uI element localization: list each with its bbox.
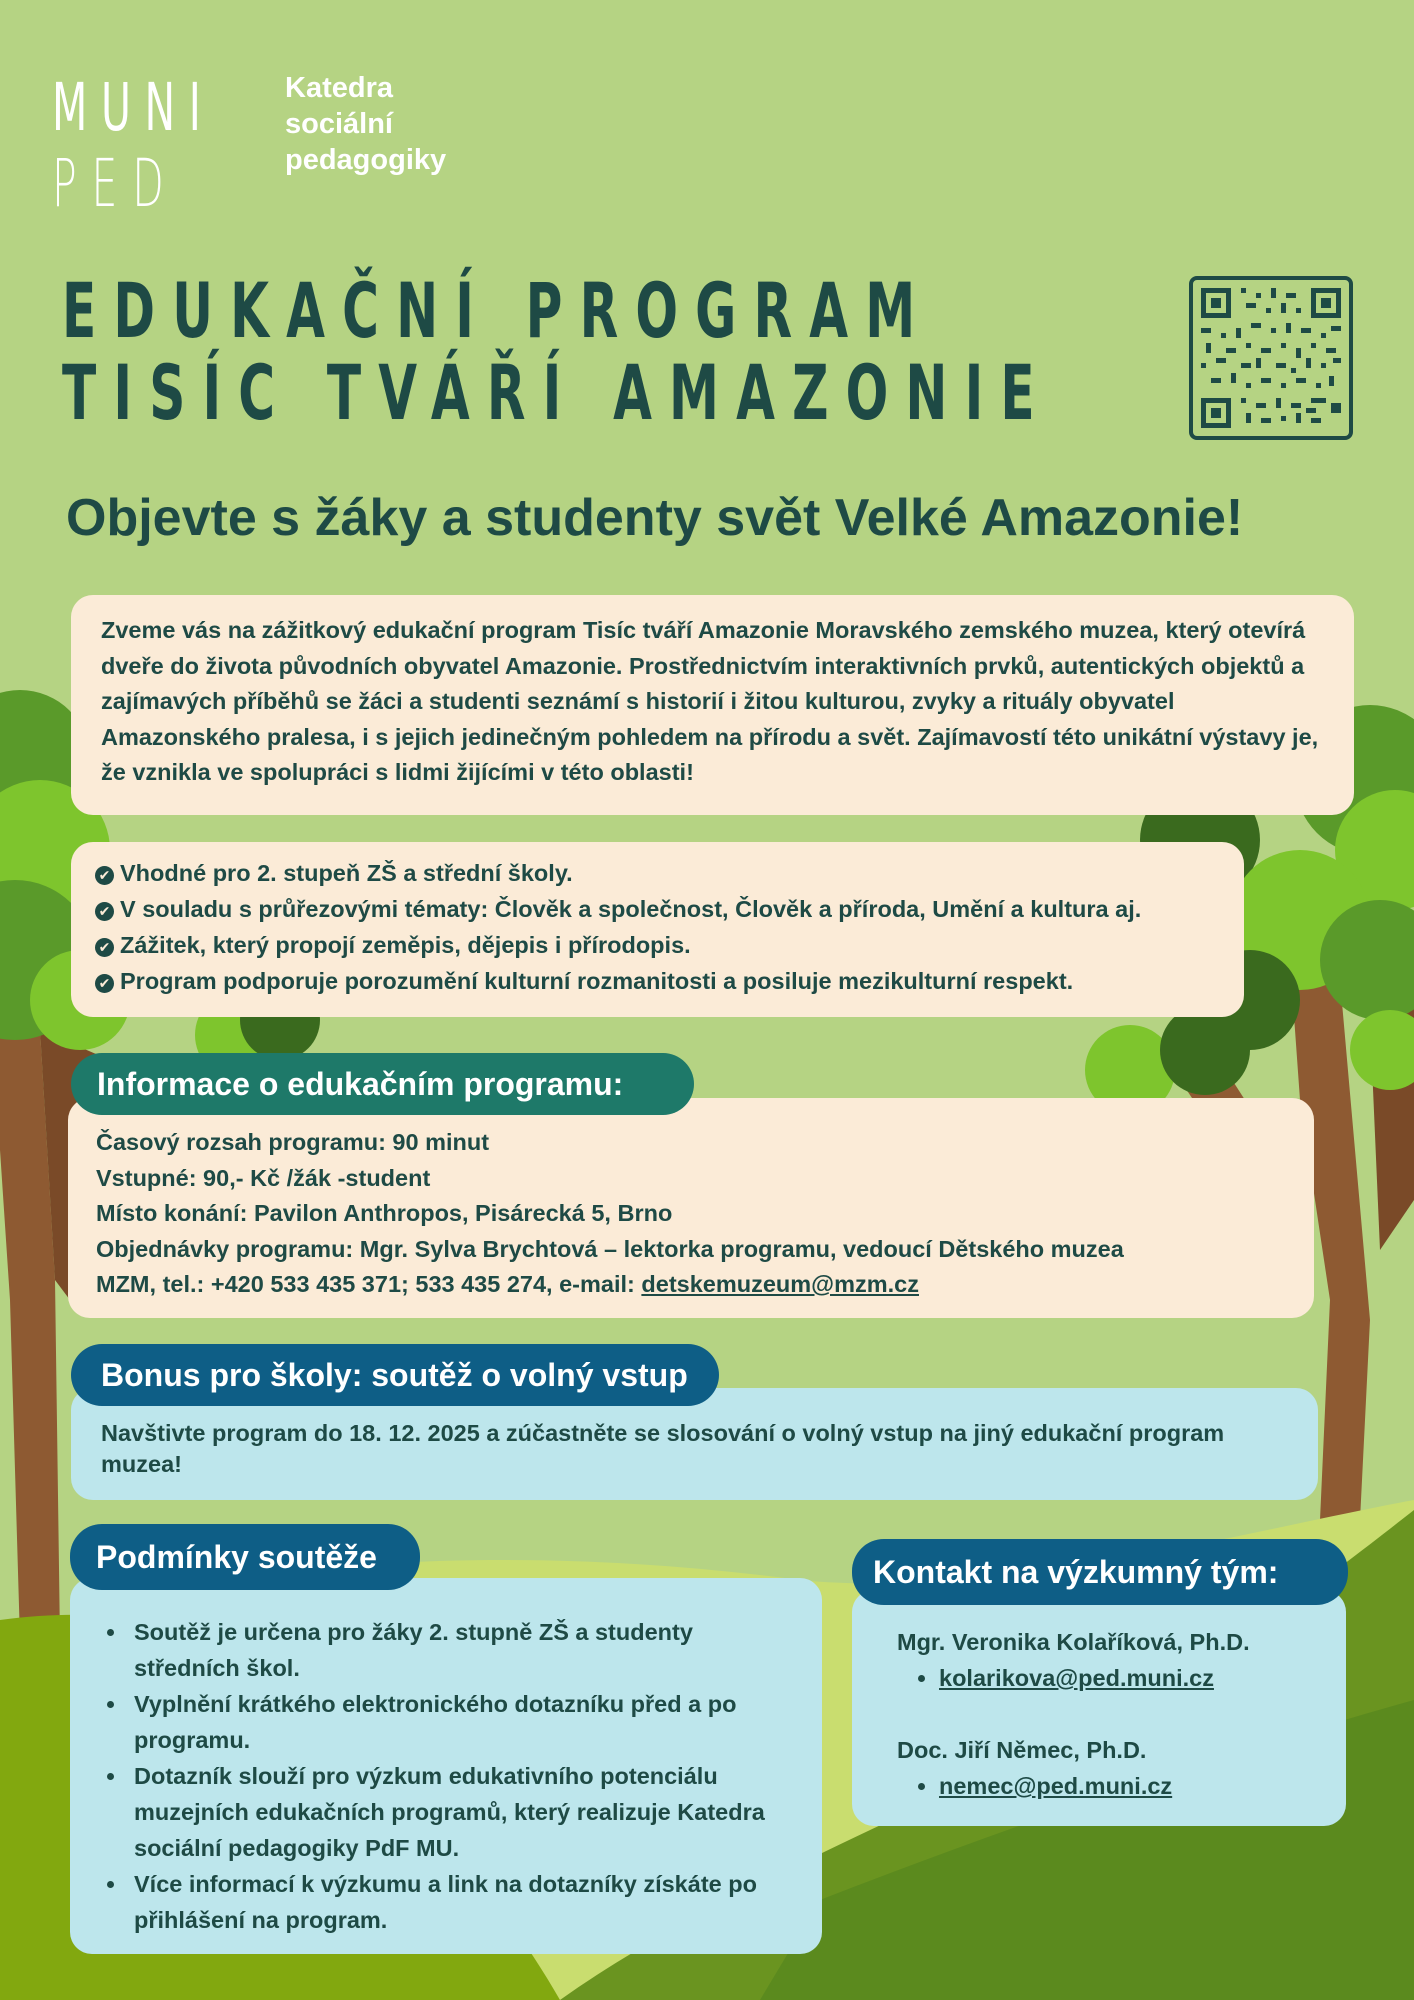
contact-email-2-link[interactable]: nemec@ped.muni.cz xyxy=(939,1773,1173,1799)
contact-email-1-link[interactable]: kolarikova@ped.muni.cz xyxy=(939,1665,1214,1691)
check-circle-icon: ✔ xyxy=(95,866,114,885)
feature-item xyxy=(95,855,1234,891)
department-line: pedagogiky xyxy=(285,144,447,176)
title-line-2: TISÍC TVÁŘÍ AMAZONIE xyxy=(62,348,1052,437)
info-contact xyxy=(96,1267,1290,1303)
title-line-1: EDUKAČNÍ PROGRAM xyxy=(62,266,933,355)
research-contact-card xyxy=(852,1590,1346,1826)
conditions-list xyxy=(100,1614,798,1938)
condition-item: • Vyplnění krátkého elektronického dotazníku před a po programu. xyxy=(128,1686,798,1758)
program-info-heading: Informace o edukačním programu: xyxy=(71,1053,694,1115)
condition-item: • Soutěž je určena pro žáky 2. stupně ZŠ a studenty středních škol. xyxy=(128,1614,798,1686)
info-orders: Objednávky programu: Mgr. Sylva Brychtová – lektorka programu, vedoucí Dětského muzea xyxy=(96,1235,1124,1262)
museum-email-link[interactable]: detskemuzeum@mzm.cz xyxy=(641,1271,919,1297)
bonus-heading: Bonus pro školy: soutěž o volný vstup xyxy=(71,1344,719,1406)
conditions-heading: Podmínky soutěže xyxy=(70,1524,420,1590)
feature-text: Vhodné pro 2. stupeň ZŠ a střední školy. xyxy=(120,860,573,886)
condition-item: • Dotazník slouží pro výzkum edukativního potenciálu muzejních edukačních programů, který realizuje Katedra sociální pedagogiky PdF MU. xyxy=(128,1758,798,1866)
feature-item xyxy=(95,891,1234,927)
qr-code-graphic xyxy=(1201,288,1341,428)
department-name xyxy=(285,70,505,178)
check-circle-icon: ✔ xyxy=(95,938,114,957)
logo-muni: MUNI xyxy=(52,69,215,146)
info-location: Místo konání: Pavilon Anthropos, Pisárecká 5, Brno xyxy=(96,1200,673,1226)
feature-text: V souladu s průřezovými tématy: Člověk a společnost, Člověk a příroda, Umění a kultura aj. xyxy=(120,896,1142,922)
department-line: Katedra xyxy=(285,72,393,104)
info-price: Vstupné: 90,- Kč /žák -student xyxy=(96,1164,431,1191)
feature-text: Zážitek, který propojí zeměpis, dějepis i přírodopis. xyxy=(120,932,691,958)
program-title xyxy=(62,266,1052,437)
intro-text: Zveme vás na zážitkový edukační program Tisíc tváří Amazonie Moravského zemského muzea, který otevírá dveře do života původních obyvatel Amazonie. Prostřednictvím interaktivních prvků, autentických objektů a zajímavých příběhů se žáci a studenti seznámí s historií i žitou kulturou, zvyky a rituály obyvatel Amazonského pralesa, i s jejich jedinečným pohledem na přírodu a svět. Zajímavostí této unikátní výstavy je, že vznikla ve spolupráci s lidmi žijícími v této oblasti! xyxy=(101,617,1319,785)
feature-item xyxy=(95,963,1234,999)
conditions-card xyxy=(70,1578,822,1954)
features-card xyxy=(71,842,1244,1017)
contact-email-list xyxy=(897,1660,1326,1696)
research-contact-heading: Kontakt na výzkumný tým: xyxy=(852,1539,1348,1605)
check-circle-icon: ✔ xyxy=(95,902,114,921)
contact-person-2: Doc. Jiří Němec, Ph.D. xyxy=(897,1737,1147,1763)
feature-item xyxy=(95,927,1234,963)
condition-item: • Více informací k výzkumu a link na dotazníky získáte po přihlášení na program. xyxy=(128,1866,798,1938)
contact-person-1: Mgr. Veronika Kolaříková, Ph.D. xyxy=(897,1629,1250,1655)
check-circle-icon: ✔ xyxy=(95,974,114,993)
bonus-text: Navštivte program do 18. 12. 2025 a zúčastněte se slosování o volný vstup na jiný edukační program muzea! xyxy=(101,1420,1225,1477)
info-duration: Časový rozsah programu: 90 minut xyxy=(96,1129,490,1155)
feature-text: Program podporuje porozumění kulturní rozmanitosti a posiluje mezikulturní respekt. xyxy=(120,968,1074,994)
logo-ped: PED xyxy=(52,145,179,222)
program-info-card xyxy=(68,1098,1314,1318)
contact-email-list xyxy=(897,1768,1326,1804)
intro-card xyxy=(71,595,1354,815)
headline: Objevte s žáky a studenty svět Velké Amazonie! xyxy=(66,489,1244,547)
department-line: sociální xyxy=(285,108,393,140)
qr-code-icon[interactable] xyxy=(1189,276,1353,440)
info-phone: MZM, tel.: +420 533 435 371; 533 435 274, e-mail: xyxy=(96,1271,642,1297)
